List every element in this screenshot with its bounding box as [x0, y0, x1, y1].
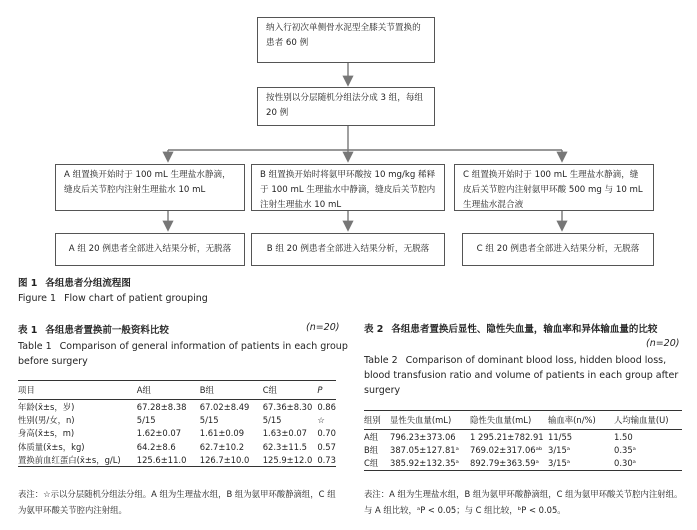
table-cell: 1.50 — [614, 431, 633, 442]
table-cell: 性别(男/女，n) — [18, 414, 75, 425]
table-cell: 身高(x̄±s，m) — [18, 428, 75, 439]
table2-header-volume: 人均输血量(U) — [614, 411, 682, 430]
table-cell: 125.9±12.0 — [263, 453, 318, 467]
table-row — [18, 453, 336, 467]
table-row — [18, 413, 336, 426]
table-cell: 126.7±10.0 — [200, 453, 263, 467]
table-cell: 64.2±8.6 — [136, 441, 176, 452]
table-cell: 387.05±127.81ᵃ — [390, 444, 459, 455]
table-cell: 769.02±317.06ᵃᵇ — [470, 444, 543, 455]
table-cell: 3/15ᵃ — [548, 457, 614, 471]
table1-title-cn: 表 1 各组患者置换前一般资料比较 — [18, 325, 169, 336]
table2-header-row — [364, 411, 682, 430]
table-cell: 3/15ᵃ — [548, 444, 571, 455]
table1-header-row — [18, 381, 336, 400]
figure-caption-en: Figure 1 Flow chart of patient grouping — [18, 293, 208, 304]
table-cell: 125.6±11.0 — [137, 453, 200, 467]
box-outcome-b: B 组 20 例患者全部进入结果分析，无脱落 — [251, 233, 445, 266]
table-row — [18, 427, 336, 440]
table-cell: 1.63±0.07 — [262, 428, 308, 439]
box-group-c: C 组置换开始时于 100 mL 生理盐水静滴，缝皮后关节腔内注射氨甲环酸 500 mg 与 10 mL 生理盐水混合液 — [454, 164, 654, 211]
table1-n: (n=20) — [306, 322, 340, 333]
box-randomized: 按性别以分层随机分组法分成 3 组，每组 20 例 — [257, 87, 435, 126]
figure-caption-cn: 图 1 各组患者分组流程图 — [18, 278, 131, 289]
table2-header-dominant: 显性失血量(mL) — [390, 411, 470, 430]
table2 — [364, 410, 682, 471]
table-row — [18, 440, 336, 453]
table1-title-en: Table 1 Comparison of general information of patients in each group before surgery — [18, 341, 348, 367]
table2-title-en: Table 2 Comparison of dominant blood loss, hidden blood loss, blood transfusion ratio and volume of patients in each group after surgery — [364, 355, 679, 396]
table-cell: 1.61±0.09 — [199, 428, 245, 439]
table1-header-a: A组 — [137, 381, 200, 400]
table-cell: 置换前血红蛋白(x̄±s，g/L) — [18, 453, 137, 467]
table-cell: 年龄(x̄±s，岁) — [18, 401, 75, 412]
box-group-a: A 组置换开始时于 100 mL 生理盐水静滴，缝皮后关节腔内注射生理盐水 10 mL — [55, 164, 245, 211]
table-cell: 796.23±373.06 — [390, 431, 456, 442]
table-cell: 892.79±363.59ᵃ — [470, 457, 548, 471]
table-cell: C组 — [364, 457, 390, 471]
table-cell: 0.73 — [317, 453, 336, 467]
box-outcome-c: C 组 20 例患者全部进入结果分析，无脱落 — [462, 233, 654, 266]
table2-note: 表注：A 组为生理盐水组，B 组为氨甲环酸静滴组，C 组为氨甲环酸关节腔内注射组。与 A 组比较，ᵃP < 0.05；与 C 组比较，ᵇP < 0.05。 — [364, 489, 683, 515]
table1-header-p: P — [317, 381, 336, 400]
table-cell: 体质量(x̄±s，kg) — [18, 441, 85, 452]
table1-header-item: 项目 — [18, 381, 137, 400]
table-row — [364, 430, 682, 444]
table-cell: 0.35ᵃ — [614, 444, 636, 455]
table-cell: 5/15 — [262, 414, 282, 425]
table2-header-rate: 输血率(n/%) — [548, 411, 614, 430]
box-group-b: B 组置换开始时将氨甲环酸按 10 mg/kg 稀释于 100 mL 生理盐水中静滴，缝皮后关节腔内注射生理盐水 10 mL — [251, 164, 445, 211]
table-cell: 385.92±132.35ᵃ — [390, 457, 470, 471]
table1-header-c: C组 — [263, 381, 318, 400]
box-outcome-a: A 组 20 例患者全部进入结果分析，无脱落 — [55, 233, 245, 266]
table-row — [18, 400, 336, 414]
table-cell: 0.57 — [317, 441, 336, 452]
table-cell: 0.86 — [317, 401, 336, 412]
table-cell: 0.30ᵃ — [614, 457, 682, 471]
table-cell: B组 — [364, 444, 379, 455]
table-cell: 62.3±11.5 — [262, 441, 308, 452]
table-row — [364, 457, 682, 471]
table2-header-hidden: 隐性失血量(mL) — [470, 411, 548, 430]
table-cell: ☆ — [317, 414, 325, 425]
table-cell: 0.70 — [317, 428, 336, 439]
table2-n: (n=20) — [646, 338, 680, 349]
table-cell: A组 — [364, 431, 379, 442]
table1-note: 表注：☆示以分层随机分组法分组。A 组为生理盐水组，B 组为氨甲环酸静滴组，C 组为氨甲环酸关节腔内注射组。 — [18, 489, 336, 515]
table-cell: 11/55 — [548, 431, 573, 442]
table-cell: 5/15 — [199, 414, 219, 425]
table2-title-cn: 表 2 各组患者置换后显性、隐性失血量，输血率和异体输血量的比较 — [364, 324, 658, 335]
table-cell: 67.02±8.49 — [199, 401, 250, 412]
table-cell: 5/15 — [136, 414, 156, 425]
table1 — [18, 380, 336, 467]
box-enrolled: 纳入行初次单侧骨水泥型全膝关节置换的患者 60 例 — [257, 17, 435, 63]
table1-header-b: B组 — [200, 381, 263, 400]
table-cell: 67.28±8.38 — [136, 401, 187, 412]
table-cell: 67.36±8.30 — [262, 401, 313, 412]
table-row — [364, 443, 682, 456]
table-cell: 62.7±10.2 — [199, 441, 245, 452]
table-cell: 1 295.21±782.91 — [470, 431, 544, 442]
table2-header-group: 组别 — [364, 411, 390, 430]
table-cell: 1.62±0.07 — [136, 428, 182, 439]
